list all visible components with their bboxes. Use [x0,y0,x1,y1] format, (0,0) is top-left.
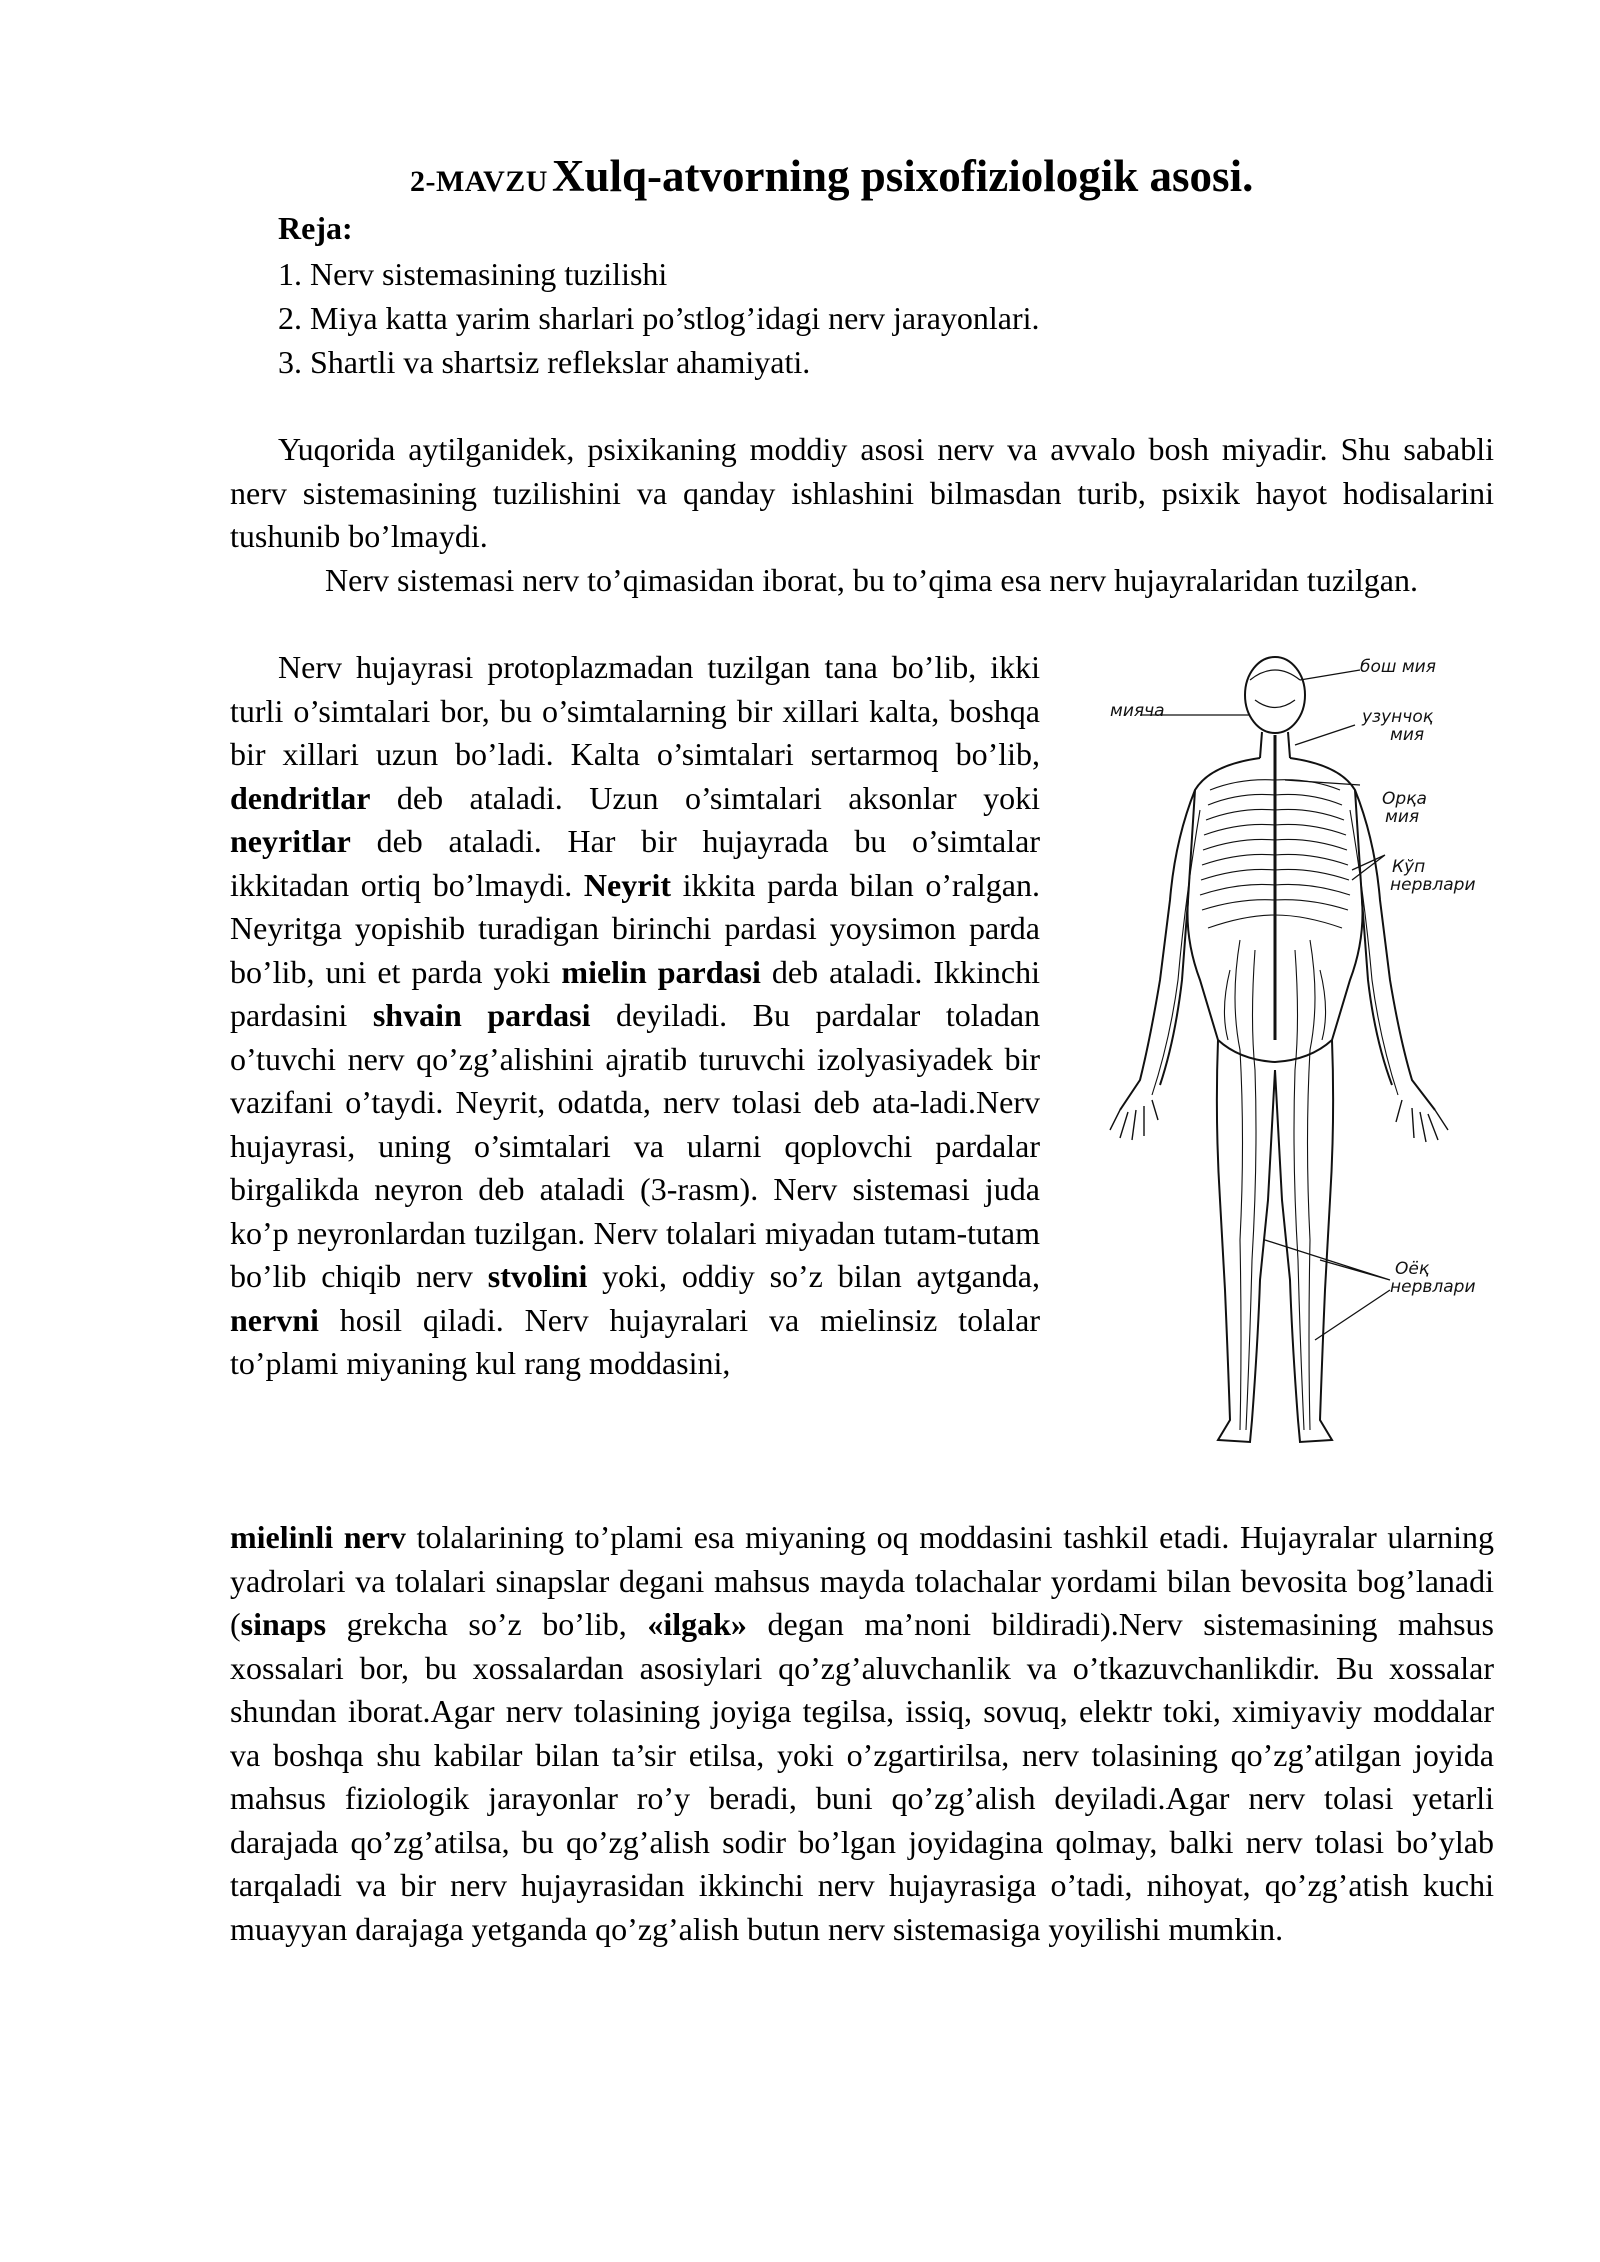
right-arm-outline [1355,790,1435,1110]
intro-paragraphs [230,428,1494,602]
plan-label: Reja: [278,210,353,246]
term-shvain-pardasi: shvain pardasi [372,997,591,1033]
plan-item: 1. Nerv sistemasining tuzilishi [278,256,668,292]
paragraph-3 [230,646,1040,1386]
text-run: degan ma’noni bildiradi).Nerv sistemasining mahsus xossalari bor, bu xossalardan asosiylari qo’zg’aluvchanlik va o’tkazuvchanlikdir. Bu xossalar shundan iborat.Agar nerv tolasining joyiga tegilsa, issiq, sovuq, elektr toki, ximiyaviy moddalar va boshqa shu kabilar bilan ta’sir etilsa, yoki o’zgartirilsa, nerv tolasining qo’zg’atilgan joyida mahsus fiziologik jarayonlar ro’y beradi, buni qo’zg’alish deyiladi.Agar nerv tolasi yetarli darajada qo’zg’atilsa, bu qo’zg’alish sodir bo’lgan joyidagina qolmay, balki nerv tolasi bo’ylab tarqaladi va bir nerv hujayrasidan ikkinchi nerv hujayrasiga o’tadi, nihoyat, qo’zg’atish kuchi muayyan darajaga yetganda qo’zg’alish butun nerv sistemasiga yoyilishi mumkin. [230,1606,1495,1947]
label-oek-1: Оёқ [1395,1259,1430,1279]
term-sinaps: sinaps [240,1606,327,1642]
label-kup-1: Кўп [1392,857,1426,877]
term-nervni: nervni [230,1301,319,1338]
topic-title: Xulq-atvorning psixofiziologik asosi. [551,151,1254,201]
right-leg-outline [1275,1040,1333,1442]
text-run: deb ataladi. Ikkinchi pardasini [230,953,1041,1033]
plan-item: 2. Miya katta yarim sharlari po’stlog’idagi nerv jarayonlari. [278,300,1040,336]
paragraph-2: Nerv sistemasi nerv to’qimasidan iborat, bu to’qima esa nerv hujayralaridan tuzilgan. [325,561,1418,598]
text-run: hosil qiladi. Nerv hujayralari va mielinsiz tolalar to’plami miyaning kul rang moddasini, [230,1301,1040,1381]
term-neyrit: Neyrit [583,866,671,903]
term-dendritlar: dendritlar [230,779,371,816]
text-run: deyiladi. Bu pardalar toladan o’tuvchi nerv qo’zg’alishini ajratib turuvchi izolyasiyadek bir vazifani o’taydi. Neyrit, odatda, nerv tolasi deb ata-ladi.Nerv hujayrasi, uning o’simtalari va ularni qoplovchi pardalar birgalikda neyron deb ataladi (3-rasm). Nerv sistemasi juda ko’p neyronlardan tuzilgan. Nerv tolalari miyadan tutam-tutam bo’lib chiqib nerv [230,997,1041,1294]
label-uzunchoq-2: мия [1390,725,1425,745]
head-outline [1245,657,1305,733]
term-ilgak: «ilgak» [647,1606,747,1642]
nervous-system-figure [1090,640,1510,1470]
text-run: grekcha so’z bo’lib, [326,1606,648,1642]
term-mielinli-nerv: mielinli nerv [230,1519,406,1555]
page-title [410,150,1253,202]
human-body-illustration [1090,640,1510,1470]
label-orqa-1: Орқа [1382,789,1427,809]
term-neyritlar: neyritlar [230,823,351,859]
label-miyacha: мияча [1110,701,1165,721]
paragraph-4 [230,1516,1494,1951]
text-run: deb ataladi. Uzun o’simtalari aksonlar yoki [370,779,1040,816]
topic-number: 2-MAVZU [410,165,548,198]
wrapped-paragraph [230,646,1040,1386]
text-run: Nerv hujayrasi protoplazmadan tuzilgan tana bo’lib, ikki turli o’simtalari bor, bu o’simtalarning bir xillari kalta, boshqa bir xillari uzun bo’ladi. Kalta o’simtalari sertarmoq bo’lib, [230,649,1040,772]
label-uzunchoq-1: узунчоқ [1362,707,1433,727]
label-bosh-miya: бош мия [1360,657,1436,677]
label-kup-2: нервлари [1390,875,1476,895]
label-oek-2: нервлари [1390,1277,1476,1297]
continued-paragraph [230,1516,1494,1951]
text-run: ikkita parda bilan o’ralgan. Neyritga yopishib turadigan birinchi pardasi yoysimon parda bo’lib, uni et parda yoki [230,866,1041,990]
text-run: deb ataladi. Har bir hujayrada bu o’simtalar ikkitadan ortiq bo’lmaydi. [230,823,1040,903]
term-mielin-pardasi: mielin pardasi [561,953,761,990]
plan-item: 3. Shartli va shartsiz reflekslar ahamiyati. [278,344,811,380]
text-run: yoki, oddiy so’z bilan aytganda, [587,1258,1041,1294]
paragraph-1: Yuqorida aytilganidek, psixikaning moddiy asosi nerv va avvalo bosh miyadir. Shu sababli nerv sistemasining tuzilishini va qanday ishlashini bilmasdan turib, psixik hayot hodisalarini tushunib bo’lmaydi. [230,431,1494,554]
term-stvolini: stvolini [487,1258,588,1294]
plan-list [278,252,1040,384]
text-run: tolalarining to’plami esa miyaning oq moddasini tashkil etadi. Hujayralar ularning yadrolari va tolalari sinapslar degani mahsus mayda tolachalar yordami bilan bevosita bog’lanadi ( [230,1519,1495,1642]
label-orqa-2: мия [1385,807,1420,827]
left-arm-outline [1120,790,1195,1110]
